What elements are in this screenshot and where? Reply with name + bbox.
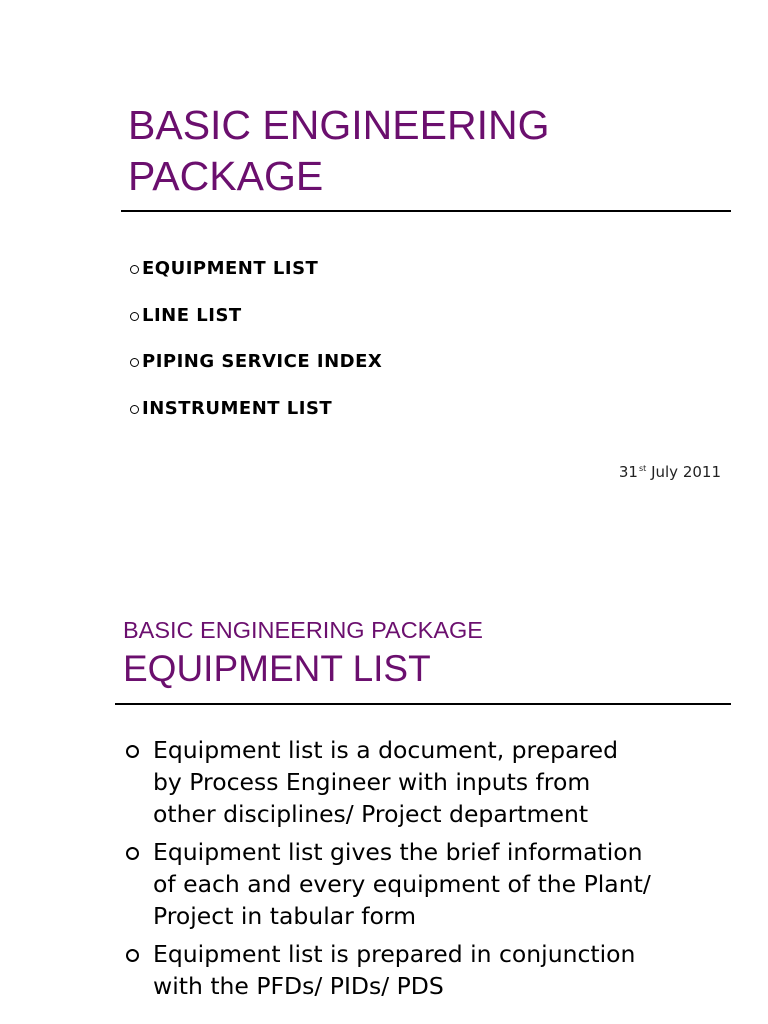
bullet-line: with the PFDs/ PIDs/ PDS xyxy=(153,972,444,1000)
title-line: PACKAGE xyxy=(128,153,324,199)
contents-item-label: EQUIPMENT LIST xyxy=(142,258,319,279)
bullet-line: Equipment list gives the brief information xyxy=(153,838,643,866)
bullet-icon xyxy=(126,847,139,860)
contents-item xyxy=(128,398,382,445)
bullet-icon xyxy=(126,745,139,758)
contents-item xyxy=(128,305,382,352)
bullet-item xyxy=(122,734,742,830)
slide-1-title xyxy=(128,100,728,202)
bullet-item xyxy=(122,836,742,932)
bullet-line: Project in tabular form xyxy=(153,902,417,930)
contents-item xyxy=(128,258,382,305)
title-divider xyxy=(121,210,731,212)
bullet-item xyxy=(122,938,742,1002)
bullet-line: Equipment list is prepared in conjunction xyxy=(153,940,636,968)
contents-item-label: LINE LIST xyxy=(142,304,242,326)
bullet-icon xyxy=(130,265,139,274)
bullet-list xyxy=(122,734,742,1008)
bullet-icon xyxy=(130,405,139,414)
bullet-text xyxy=(153,734,618,830)
contents-item xyxy=(128,351,382,398)
date-suffix: st xyxy=(638,464,647,473)
slide-2-subtitle: BASIC ENGINEERING PACKAGE xyxy=(123,617,483,643)
bullet-line: by Process Engineer with inputs from xyxy=(153,768,591,796)
bullet-icon xyxy=(130,312,139,321)
contents-item-label: INSTRUMENT LIST xyxy=(142,397,333,419)
slide-2-title: EQUIPMENT LIST xyxy=(123,648,431,689)
bullet-icon xyxy=(126,949,139,962)
title-divider xyxy=(115,703,731,705)
bullet-text xyxy=(153,938,635,1002)
bullet-line: other disciplines/ Project department xyxy=(153,800,589,828)
bullet-text xyxy=(153,836,651,932)
date-rest: July 2011 xyxy=(651,463,721,481)
bullet-line: Equipment list is a document, prepared xyxy=(153,736,618,764)
date-label xyxy=(619,463,721,481)
title-line: BASIC ENGINEERING xyxy=(128,102,550,148)
bullet-line: of each and every equipment of the Plant/ xyxy=(153,870,651,898)
date-day: 31 xyxy=(618,463,638,481)
bullet-icon xyxy=(130,358,139,367)
contents-list xyxy=(128,258,382,444)
contents-item-label: PIPING SERVICE INDEX xyxy=(142,351,383,372)
